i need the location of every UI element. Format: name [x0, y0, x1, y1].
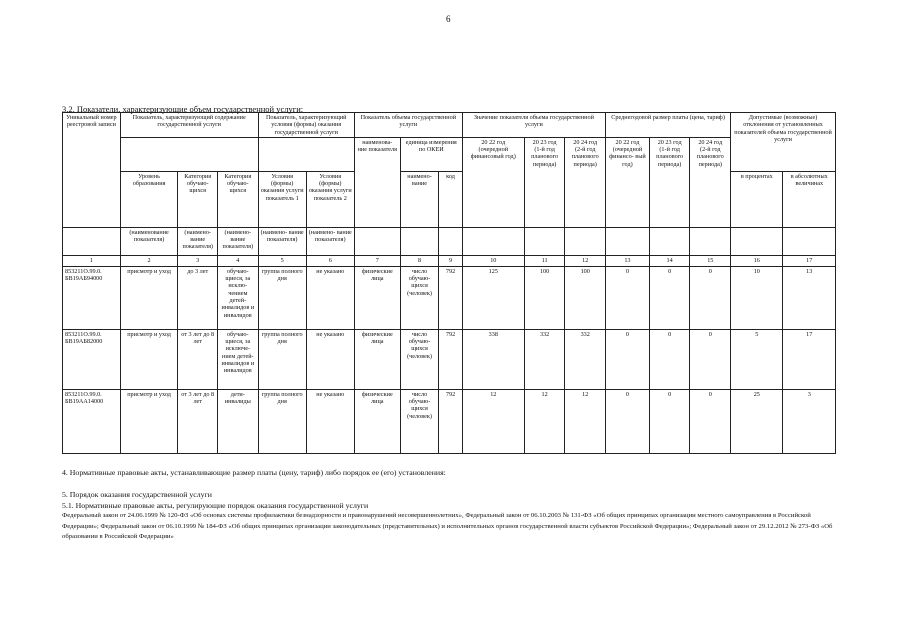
header-sub-level: Уровень образования — [120, 171, 178, 227]
col-number: 5 — [258, 255, 306, 266]
col-number: 13 — [606, 255, 650, 266]
page-number: 6 — [446, 14, 451, 24]
col-number: 4 — [217, 255, 258, 266]
cell-deviation-absolute: 13 — [783, 266, 836, 329]
cell-price-year1: 0 — [606, 329, 650, 389]
header-sub-condition1: Условия (формы) оказания услуги показатель 1 — [258, 171, 306, 227]
cell-condition2: не указано — [306, 266, 354, 329]
cell-unit-code: 792 — [439, 329, 463, 389]
cell-level: присмотр и уход — [120, 266, 178, 329]
header-unit-name: наимено- вание — [400, 171, 438, 227]
cell-deviation-absolute: 17 — [783, 329, 836, 389]
header-deviation-absolute: в абсолютных величинах — [783, 171, 836, 227]
cell-unit-name: число обучаю- щихся (человек) — [400, 389, 438, 453]
section-5-heading: 5. Порядок оказания государственной услуги — [62, 490, 212, 499]
header-blank12 — [565, 227, 606, 255]
table-row — [63, 266, 836, 329]
cell-level: присмотр и уход — [120, 389, 178, 453]
header-year2 — [524, 137, 565, 227]
cell-value-year2: 100 — [524, 266, 565, 329]
col-number: 8 — [400, 255, 438, 266]
cell-deviation-percent: 10 — [731, 266, 783, 329]
header-year3 — [565, 137, 606, 227]
cell-price-year3: 0 — [690, 329, 731, 389]
cell-unit-code: 792 — [439, 266, 463, 329]
cell-unit-name: число обучаю- щихся (человек) — [400, 329, 438, 389]
header-price-year1 — [606, 137, 650, 227]
cell-condition2: не указано — [306, 329, 354, 389]
section-title: 3.2. Показатели, характеризующие объем государственной услуги: — [62, 104, 304, 114]
header-blank14 — [649, 227, 690, 255]
cell-value-year2: 332 — [524, 329, 565, 389]
cell-code: 853211О.99.0. БВ19АА14000 — [63, 389, 121, 453]
cell-category1: от 3 лет до 8 лет — [178, 329, 218, 389]
header-volume-unit: единица измерения по ОКЕИ — [400, 137, 462, 171]
cell-price-year2: 0 — [649, 329, 690, 389]
section-5-1-heading: 5.1. Нормативные правовые акты, регулирующие порядок оказания государственной услуги — [62, 501, 369, 510]
price-year3-label: 20 24 год — [698, 138, 723, 146]
col-number: 10 — [462, 255, 524, 266]
cell-condition1: группа полного дня — [258, 266, 306, 329]
header-blank8 — [400, 227, 438, 255]
cell-code: 853211О.99.0. БВ19АБ82000 — [63, 329, 121, 389]
cell-deviation-percent: 25 — [731, 389, 783, 453]
price-year2-label: 20 23 год — [657, 138, 682, 146]
col-number: 11 — [524, 255, 565, 266]
header-content-indicator: Показатель, характеризующий содержание государственной услуги — [120, 113, 258, 138]
header-blank15 — [690, 227, 731, 255]
cell-value-year1: 12 — [462, 389, 524, 453]
cell-price-year3: 0 — [690, 266, 731, 329]
cell-price-year3: 0 — [690, 389, 731, 453]
header-volume-indicator: Показатель объема государственной услуги — [354, 113, 462, 138]
header-deviation-percent: в процентах — [731, 171, 783, 227]
header-blank9 — [439, 227, 463, 255]
cell-condition1: группа полного дня — [258, 329, 306, 389]
cell-unit-name: число обучаю- щихся (человек) — [400, 266, 438, 329]
header-blank17 — [783, 227, 836, 255]
header-sub-category2: Категория обучаю- щихся — [217, 171, 258, 227]
volume-indicators-table — [62, 112, 836, 454]
year1-label: 20 22 год — [481, 138, 506, 146]
cell-value-year3: 100 — [565, 266, 606, 329]
header-blank13 — [606, 227, 650, 255]
year2-note: (1-й год планового периода) — [531, 146, 559, 168]
col-number: 17 — [783, 255, 836, 266]
header-price-year3 — [690, 137, 731, 227]
header-average-price: Среднегодовой размер платы (цена, тариф) — [606, 113, 731, 138]
col-number: 14 — [649, 255, 690, 266]
col-number: 15 — [690, 255, 731, 266]
table-row — [63, 329, 836, 389]
cell-deviation-absolute: 3 — [783, 389, 836, 453]
cell-value-year2: 12 — [524, 389, 565, 453]
price-year1-note: (очередной финансо- вый год) — [609, 146, 646, 168]
header-name1: (наименование показателя) — [120, 227, 178, 255]
cell-code: 853211О.99.0. БВ19АБ94000 — [63, 266, 121, 329]
header-name5: (наимено- вание показателя) — [306, 227, 354, 255]
col-number: 1 — [63, 255, 121, 266]
header-price-year2 — [649, 137, 690, 227]
laws-text: Федеральный закон от 24.06.1999 № 120-ФЗ «Об основах системы профилактики безнадзорности и правонарушений несовершеннолетних», Федеральный закон от 06.10.2003 № 131-ФЗ «Об общих принципах организации местного самоуправления в Российской Федерации»; Федеральный закон от 06.10.1999 № 184-ФЗ «Об общих принципах организации законодательных (представительных) и исполнительных органов государственной власти субъектов Российской Федерации»; Федеральный закон от 29.12.2012 № 273-ФЗ «Об образовании в Российской Федерации» — [62, 512, 833, 540]
header-volume-name: наименова- ние показателя — [354, 137, 400, 227]
cell-category1: до 3 лет — [178, 266, 218, 329]
header-sub-category1: Категория обучаю- щихся — [178, 171, 218, 227]
cell-condition2: не указано — [306, 389, 354, 453]
year2-label: 20 23 год — [532, 138, 557, 146]
cell-level: присмотр и уход — [120, 329, 178, 389]
header-sub-condition2: Условия (формы) оказания услуги показатель 2 — [306, 171, 354, 227]
header-condition-blank — [258, 137, 354, 171]
cell-price-year2: 0 — [649, 266, 690, 329]
cell-price-year1: 0 — [606, 266, 650, 329]
header-name2: (наимено- вание показателя) — [178, 227, 218, 255]
header-name-blank — [63, 227, 121, 255]
cell-price-year2: 0 — [649, 389, 690, 453]
header-content-blank — [120, 137, 258, 171]
year3-note: (2-й год планового периода) — [571, 146, 599, 168]
price-year1-label: 20 22 год — [615, 138, 640, 146]
price-year3-note: (2-й год планового периода) — [696, 146, 724, 168]
header-name4: (наимено- вание показателя) — [258, 227, 306, 255]
cell-volume-name: физические лица — [354, 389, 400, 453]
header-year1 — [462, 137, 524, 227]
cell-category2: дети- инвалиды — [217, 389, 258, 453]
cell-category2: обучаю- щиеся, за исклю- чением детей- инвалидов и инвалидов — [217, 266, 258, 329]
col-number: 2 — [120, 255, 178, 266]
cell-volume-name: физические лица — [354, 329, 400, 389]
cell-value-year3: 12 — [565, 389, 606, 453]
price-year2-note: (1-й год планового периода) — [656, 146, 684, 168]
header-name3: (наимено- вание показателя) — [217, 227, 258, 255]
header-blank10 — [462, 227, 524, 255]
cell-category2: обучаю- щиеся, за исключе- нием детей- инвалидов и инвалидов — [217, 329, 258, 389]
year1-note: (очередной финансовый год) — [470, 146, 516, 161]
col-number: 6 — [306, 255, 354, 266]
cell-price-year1: 0 — [606, 389, 650, 453]
cell-value-year3: 332 — [565, 329, 606, 389]
header-registry-number: Уникальный номер реестровой записи — [63, 113, 121, 228]
cell-deviation-percent: 5 — [731, 329, 783, 389]
section-4-heading: 4. Нормативные правовые акты, устанавливающие размер платы (цену, тариф) либо порядок ее (его) установления: — [62, 468, 446, 477]
cell-value-year1: 338 — [462, 329, 524, 389]
col-number: 16 — [731, 255, 783, 266]
header-volume-values: Значение показателя объема государственной услуги — [462, 113, 605, 138]
col-number: 3 — [178, 255, 218, 266]
year3-label: 20 24 год — [573, 138, 598, 146]
header-condition-indicator: Показатель, характеризующий условия (формы) оказания государственной услуги — [258, 113, 354, 138]
table-row — [63, 389, 836, 453]
cell-volume-name: физические лица — [354, 266, 400, 329]
col-number: 9 — [439, 255, 463, 266]
cell-value-year1: 125 — [462, 266, 524, 329]
header-unit-code: код — [439, 171, 463, 227]
header-blank16 — [731, 227, 783, 255]
header-allowed-deviation: Допустимые (возможные) отклонения от установленных показателей объема государственной услуги — [731, 113, 836, 172]
cell-category1: от 3 лет до 8 лет — [178, 389, 218, 453]
header-blank7 — [354, 227, 400, 255]
col-number: 12 — [565, 255, 606, 266]
col-number: 7 — [354, 255, 400, 266]
cell-unit-code: 792 — [439, 389, 463, 453]
header-blank11 — [524, 227, 565, 255]
cell-condition1: группа полного дня — [258, 389, 306, 453]
